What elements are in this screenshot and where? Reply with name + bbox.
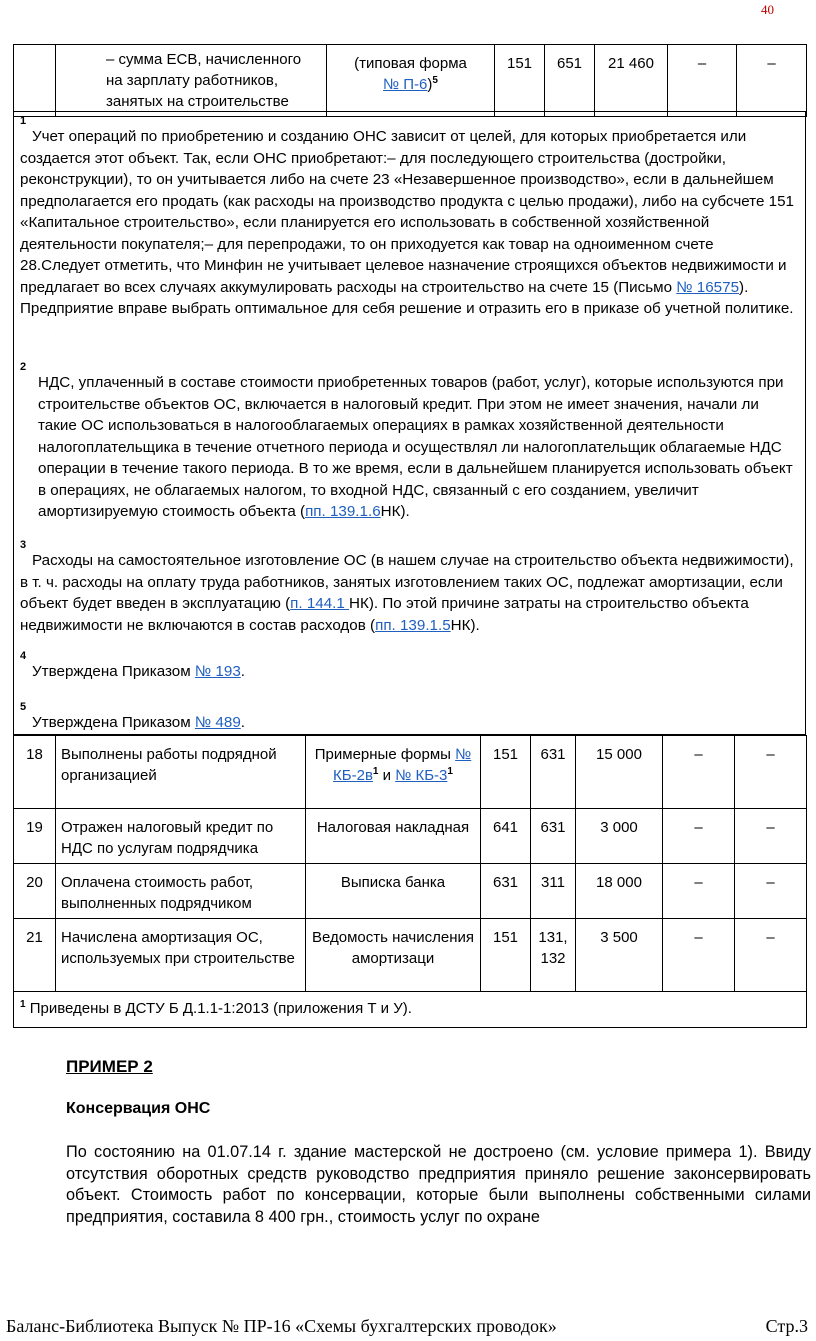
footnote-text [20, 550, 797, 636]
credit-value: 631 [540, 746, 566, 763]
footnote-mark: 4 [20, 650, 27, 662]
document-cell [327, 45, 495, 117]
footnote-4 [20, 647, 797, 683]
debit-cell [481, 864, 531, 919]
table-row [14, 864, 807, 919]
operation-text: – сумма ЕСВ, начисленного на зарплату работников, занятых на строительстве [106, 51, 302, 110]
footnote-text-part: НДС, уплаченный в составе стоимости приобретенных товаров (работ, услуг), которые используются при строительстве объектов ОС, включается в налоговый кредит. При этом не имеет значения, начали ли такие ОС использоваться в налогооблагаемых операциях в рамках хозяйственной деятельности налогоплательщика в течение отчетного периода и осуществлял ли налогоплательщик облагаемые НДС операции в течение такого периода. В то же время, если в дальнейшем планируется использовать объект в операциях, не облагаемых налогом, то входной НДС, связанный с его созданием, увеличит амортизируемую стоимость объекта ( [38, 374, 793, 520]
footnote-text-part: Утверждена Приказом [32, 663, 195, 680]
operation-cell [56, 45, 327, 117]
footnote-text-part: . [240, 714, 246, 731]
credit-cell [531, 919, 576, 992]
dash-value: – [766, 929, 775, 946]
debit-value: 631 [492, 874, 519, 891]
credit-value: 311 [541, 874, 565, 891]
dash-value: – [766, 746, 775, 763]
footnote-text-part: Утверждена Приказом [32, 714, 195, 731]
table-footnote-row [14, 992, 807, 1028]
table-row [14, 45, 807, 117]
footnote-text [20, 126, 797, 320]
credit-cell [531, 809, 576, 864]
row-number-cell [14, 45, 56, 117]
footnote-text-part: НК). [380, 503, 410, 520]
footnote-text-part: НК). По этой причине затраты на строительство объекта недвижимости не включаются в состав расходов ( [20, 595, 749, 634]
entries-table-top [13, 44, 807, 117]
footnote-text-part: НК). [450, 616, 480, 634]
operation-cell [56, 864, 306, 919]
document-text: Налоговая накладная [316, 819, 470, 836]
footnote-mark: 2 [20, 361, 27, 373]
document-text: Ведомость начисления амортизаци [312, 929, 474, 967]
footnote-mark: 5 [20, 701, 27, 713]
operation-text: Начислена амортизация ОС, используемых при строительстве [61, 929, 295, 967]
row-number-cell [14, 919, 56, 992]
footnote-text-part: Расходы на самостоятельное изготовление ОС (в нашем случае на строительство объекта недвижимости), в т. ч. расходы на оплату труда работников, занятых изготовлением таких ОС, подлежат амортизации, если объект будет введен в эксплуатацию ( [20, 552, 794, 612]
extra-cell-2 [737, 45, 807, 117]
debit-cell [481, 736, 531, 809]
extra-cell-2 [735, 736, 807, 809]
form-p6-link[interactable]: № П-6 [383, 76, 428, 93]
table-row [14, 919, 807, 992]
amount-value: 18 000 [596, 874, 642, 891]
example-text: По состоянию на 01.07.14 г. здание мастерской не достроено (см. условие примера 1). Ввиду отсутствия оборотных средств руководство предприятия приняло решение законсервировать объект. Стоимость работ по консервации, которые были выполнены собственными силами предприятия, составила 8 400 грн., стоимость услуг по охране [66, 1143, 811, 1226]
document-cell [306, 864, 481, 919]
footnote-ref: 5 [432, 75, 438, 86]
row-number-cell [14, 864, 56, 919]
footnote-2 [20, 358, 797, 523]
row-number-cell [14, 736, 56, 809]
operation-text: Выполнены работы подрядной организацией [61, 746, 277, 784]
operation-cell [56, 809, 306, 864]
debit-value: 151 [492, 929, 519, 946]
document-text: и [378, 767, 396, 784]
dash-value: – [694, 874, 703, 891]
extra-cell-2 [735, 809, 807, 864]
example-subtitle: Консервация ОНС [66, 1100, 211, 1117]
footnote-text [20, 372, 797, 523]
operation-text: Оплачена стоимость работ, выполненных подрядчиком [61, 874, 254, 912]
table-footnote-text: Приведены в ДСТУ Б Д.1.1-1:2013 (приложения Т и У). [25, 1000, 412, 1017]
row-number: 19 [26, 819, 43, 836]
document-cell [306, 919, 481, 992]
document-text: Примерные формы [314, 746, 456, 763]
example-title: ПРИМЕР 2 [66, 1057, 153, 1076]
footnote-5 [20, 698, 797, 734]
dash-value: – [767, 55, 776, 72]
credit-cell [531, 864, 576, 919]
debit-value: 151 [506, 55, 533, 72]
amount-value: 15 000 [596, 746, 642, 763]
footnote-text-part: . [240, 663, 246, 680]
footnote-1 [20, 112, 797, 320]
footer-title: Баланс-Библиотека Выпуск № ПР-16 «Схемы бухгалтерских проводок» [6, 1316, 557, 1336]
extra-cell-2 [735, 919, 807, 992]
extra-cell-1 [663, 864, 735, 919]
debit-cell [495, 45, 545, 117]
credit-value: 631 [540, 819, 566, 836]
amount-cell [576, 919, 663, 992]
footnotes-block [13, 111, 806, 735]
debit-value: 641 [492, 819, 519, 836]
amount-cell [576, 864, 663, 919]
dash-value: – [694, 929, 703, 946]
amount-value: 21 460 [608, 55, 654, 72]
footnote-ref: 1 [372, 766, 379, 777]
footnote-3 [20, 536, 797, 636]
order-193-link[interactable]: № 193 [194, 663, 241, 680]
footnote-text [20, 712, 797, 734]
debit-value: 151 [492, 746, 519, 763]
amount-cell [576, 809, 663, 864]
extra-cell-2 [735, 864, 807, 919]
form-kb3-link[interactable]: № КБ-3 [395, 767, 448, 784]
footnote-text [20, 661, 797, 683]
amount-cell [595, 45, 668, 117]
credit-cell [531, 736, 576, 809]
amount-cell [576, 736, 663, 809]
document-cell [306, 809, 481, 864]
row-number-cell [14, 809, 56, 864]
document-text: Выписка банка [340, 874, 446, 891]
extra-cell-1 [663, 736, 735, 809]
page-number: 40 [761, 2, 774, 17]
operation-cell [56, 919, 306, 992]
row-number: 18 [26, 746, 43, 763]
dash-value: – [766, 874, 775, 891]
footnote-mark: 1 [20, 999, 26, 1010]
operation-cell [56, 736, 306, 809]
debit-cell [481, 809, 531, 864]
footnote-ref: 1 [447, 766, 453, 777]
amount-value: 3 000 [600, 819, 638, 836]
dash-value: – [694, 746, 703, 763]
footnote-text-part: ). Предприятие вправе выбрать оптимальное для себя решение и отразить его в приказе об учетной политике. [20, 278, 794, 317]
paren: ) [427, 76, 433, 93]
extra-cell-1 [668, 45, 737, 117]
table-row [14, 736, 807, 809]
dash-value: – [694, 819, 703, 836]
dash-value: – [697, 55, 707, 72]
article-139-1-5-link[interactable]: пп. 139.1.5 [375, 616, 451, 634]
document-cell [306, 736, 481, 809]
footnote-text-part: Учет операций по приобретению и созданию ОНС зависит от целей, для которых приобретается или создается этот объект. Так, если ОНС приобретают:– для последующего строительства (достройки, реконструкции), то он учитывается либо на счете 23 «Незавершенное производство», если в дальнейшем предполагается его продать (как расходы на производство продукта с целью продажи), либо на субсчете 151 «Капитальное строительство», если планируется его использовать в собственной хозяйственной деятельности покупателя;– для перепродажи, то он приходуется как товар на одноименном счете 28.Следует отметить, что Минфин не учитывает целевое назначение строящихся объектов недвижимости и предлагает во всех случаях аккумулировать расходы на строительство на счете 15 (Письмо [20, 128, 794, 296]
operation-text: Отражен налоговый кредит по НДС по услугам подрядчика [61, 819, 274, 857]
debit-cell [481, 919, 531, 992]
letter-16575-link[interactable]: № 16575 [676, 278, 740, 296]
dash-value: – [766, 819, 775, 836]
entries-table [13, 735, 807, 1028]
credit-value: 131, 132 [538, 929, 568, 967]
article-144-1-link[interactable]: п. 144.1 [290, 595, 350, 612]
article-139-1-6-link[interactable]: пп. 139.1.6 [305, 503, 381, 520]
footnote-mark: 1 [20, 115, 27, 127]
form-kb2v-link[interactable]: № КБ-2в [333, 746, 472, 784]
footer-page: Стр.3 [765, 1316, 808, 1336]
footnote-mark: 3 [20, 539, 27, 551]
table-row [14, 809, 807, 864]
extra-cell-1 [663, 919, 735, 992]
extra-cell-1 [663, 809, 735, 864]
row-number: 20 [26, 874, 43, 891]
amount-value: 3 500 [600, 929, 638, 946]
credit-cell [545, 45, 595, 117]
document-text: (типовая форма [354, 55, 467, 72]
order-489-link[interactable]: № 489 [194, 714, 241, 731]
row-number: 21 [26, 929, 43, 946]
table-footnote-cell [14, 992, 807, 1028]
credit-value: 651 [556, 55, 583, 72]
